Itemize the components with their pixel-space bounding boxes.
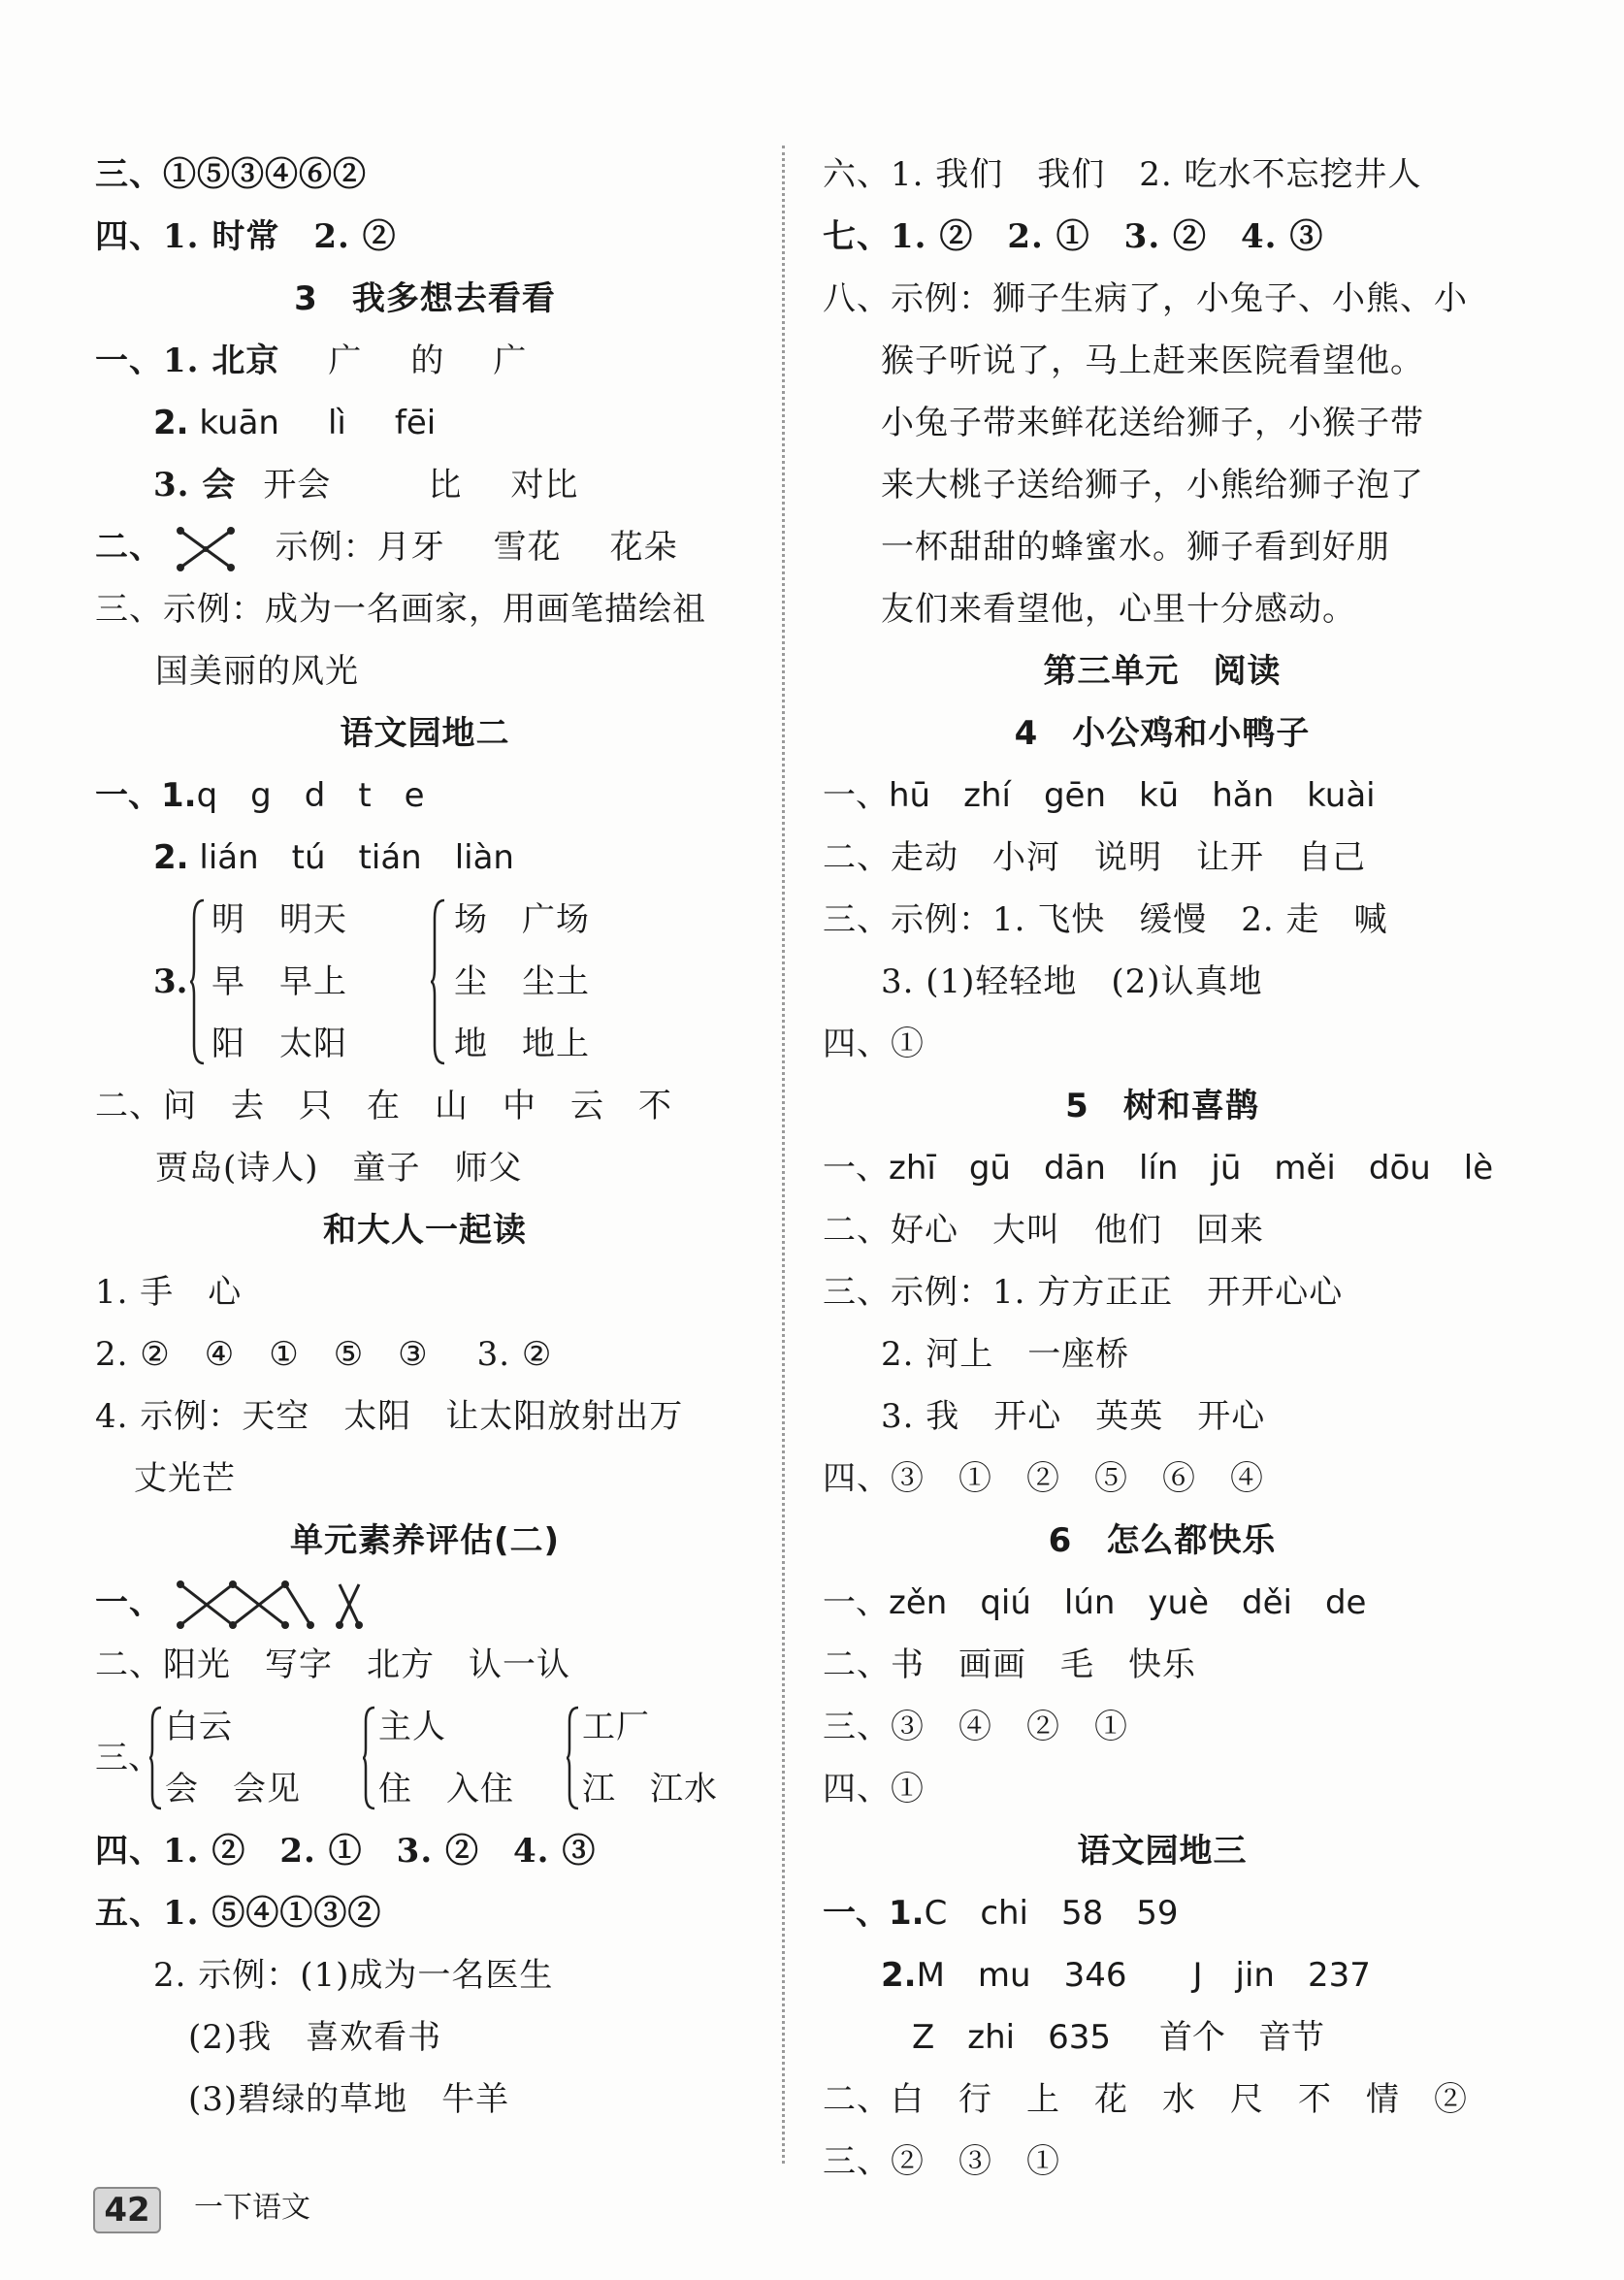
answer-line [823, 1882, 1502, 1944]
answer-line [95, 1572, 755, 1634]
answer-line [95, 516, 755, 578]
answer-line: 贾岛(诗人) 童子 师父 [155, 1149, 523, 1188]
left-column [95, 144, 755, 2131]
answer-line: 友们来看望他，心里十分感动。 [881, 590, 1356, 629]
answer-line: 2. 河上 一座桥 [881, 1335, 1130, 1374]
brace-item: 地 地上 [454, 1025, 590, 1063]
section-heading: 5 树和喜鹊 [1065, 1087, 1259, 1125]
answer-line: 二、走动 小河 说明 让开 自己 [823, 838, 1366, 877]
answer-line [823, 765, 1502, 827]
answer-line [95, 330, 755, 392]
section-heading: 3 我多想去看看 [294, 279, 556, 318]
page-number: 42 [93, 2187, 161, 2233]
answer-line: 一杯甜甜的蜂蜜水。狮子看到好朋 [881, 528, 1390, 567]
answer-text: 2. [153, 404, 189, 442]
answer-text: 开会 [263, 466, 332, 505]
section-heading: 4 小公鸡和小鸭子 [1014, 714, 1311, 753]
section-heading: 语文园地二 [340, 714, 510, 753]
brace-item: 会 会见 [165, 1770, 301, 1808]
answer-text: 广 [328, 342, 363, 380]
footer-label: 一下语文 [194, 2191, 310, 2225]
answer-line: 丈光芒 [134, 1459, 236, 1498]
pinyin: zhī gū dān lín jū měi dōu lè [889, 1149, 1494, 1188]
answer-text: 广 [493, 342, 528, 380]
section-heading: 单元素养评估(二) [289, 1521, 561, 1560]
answer-line: 二、书 画画 毛 快乐 [823, 1645, 1196, 1684]
answer-line: 五、1. ⑤④①③② [95, 1894, 382, 1933]
answer-line: 二、问 去 只 在 山 中 云 不 [95, 1087, 672, 1125]
answer-text: C chi 58 59 [924, 1894, 1179, 1933]
answer-line: 1. 手 心 [95, 1273, 243, 1312]
brace-item: 主人 [378, 1708, 446, 1746]
brace-icon [431, 898, 446, 1065]
answer-line [823, 1944, 1502, 2006]
brace-icon [363, 1706, 376, 1810]
section-heading: 和大人一起读 [323, 1211, 527, 1250]
brace-icon [567, 1706, 580, 1810]
answer-line: 三、①⑤③④⑥② [95, 155, 367, 194]
pinyin: lì [327, 404, 346, 442]
answer-line: 四、③ ① ② ⑤ ⑥ ④ [823, 1459, 1264, 1498]
answer-line: 猴子听说了，马上赶来医院看望他。 [881, 342, 1424, 380]
answer-text: 一、 [823, 776, 889, 815]
answer-text: 雪花 [493, 528, 562, 567]
brace-item: 工厂 [582, 1708, 650, 1746]
answer-text: 一、1. [823, 1894, 925, 1933]
answer-text: M mu 346 J jin 237 [916, 1956, 1371, 1995]
pinyin: kuān [199, 404, 279, 442]
answer-text: 一、 [823, 1149, 889, 1188]
answer-text: 2. [153, 838, 189, 877]
pinyin: fēi [394, 404, 437, 442]
answer-line: (2)我 喜欢看书 [188, 2018, 442, 2057]
answer-line: (3)碧绿的草地 牛羊 [188, 2080, 510, 2119]
pinyin: q g d t e [196, 776, 425, 815]
brace-group [95, 889, 755, 1075]
answer-text: 一、 [95, 1583, 163, 1622]
answer-line: 国美丽的风光 [155, 652, 359, 691]
answer-line [95, 827, 755, 889]
answer-text: 二、 [95, 528, 163, 567]
answer-line [95, 1323, 755, 1385]
answer-line: 三、示例：1. 飞快 缓慢 2. 走 喊 [823, 900, 1388, 939]
answer-text: 的 [410, 342, 445, 380]
section-heading: 第三单元 阅读 [1043, 652, 1282, 691]
answer-line: 2. 示例：(1)成为一名医生 [153, 1956, 554, 1995]
pinyin: lián tú tián liàn [199, 838, 514, 877]
answer-text: 一、1. 北京 [95, 342, 280, 380]
answer-text: 3. ② [476, 1335, 553, 1374]
answer-line: 3. (1)轻轻地 (2)认真地 [881, 962, 1263, 1001]
answer-text: 3. [153, 962, 188, 1001]
answer-text: 一、1. [95, 776, 197, 815]
matching-lines-icon [175, 523, 237, 575]
answer-line: 四、1. 时常 2. ② [95, 217, 397, 256]
brace-item: 尘 尘土 [454, 962, 590, 1001]
answer-text: 3. 会 [153, 466, 237, 505]
answer-line: 来大桃子送给狮子，小熊给狮子泡了 [881, 466, 1424, 505]
brace-item: 江 江水 [582, 1770, 718, 1808]
answer-line: 八、示例：狮子生病了，小兔子、小熊、小 [823, 279, 1468, 318]
answer-line: 三、示例：成为一名画家，用画笔描绘祖 [95, 590, 706, 629]
brace-icon [190, 898, 206, 1065]
brace-icon [149, 1706, 163, 1810]
answer-text: 比 [428, 466, 463, 505]
answer-line: 4. 示例：天空 太阳 让太阳放射出万 [95, 1397, 684, 1436]
answer-text: 首个 音节 [1159, 2018, 1325, 2057]
answer-text: 花朵 [609, 528, 678, 567]
answer-line: 二、阳光 写字 北方 认一认 [95, 1645, 570, 1684]
answer-line [823, 1137, 1502, 1199]
answer-text: 示例：月牙 [275, 528, 445, 567]
answer-line [95, 765, 755, 827]
answer-text: 对比 [510, 466, 579, 505]
matching-lines-icon [175, 1579, 369, 1631]
answer-line: 三、示例：1. 方方正正 开开心心 [823, 1273, 1344, 1312]
answer-line: 七、1. ② 2. ① 3. ② 4. ③ [823, 217, 1324, 256]
right-column [823, 144, 1502, 2193]
brace-group [95, 1696, 755, 1820]
answer-text: Z zhi 635 [912, 2018, 1112, 2057]
answer-line: 二、好心 大叫 他们 回来 [823, 1211, 1264, 1250]
answer-line: 小兔子带来鲜花送给狮子，小猴子带 [881, 404, 1424, 442]
answer-line [823, 2006, 1502, 2068]
brace-item: 场 广场 [454, 900, 590, 939]
answer-line: 六、1. 我们 我们 2. 吃水不忘挖井人 [823, 155, 1422, 194]
answer-line: 二、白 行 上 花 水 尺 不 情 ② [823, 2080, 1468, 2119]
brace-item: 明 明天 [211, 900, 347, 939]
answer-line: 四、1. ② 2. ① 3. ② 4. ③ [95, 1832, 597, 1871]
brace-item: 早 早上 [211, 962, 347, 1001]
column-divider [782, 146, 785, 2164]
answer-text: 一、 [823, 1583, 889, 1622]
brace-item: 住 入住 [378, 1770, 514, 1808]
answer-text: 三、 [95, 1739, 161, 1777]
pinyin: zěn qiú lún yuè děi de [889, 1583, 1367, 1622]
pinyin: hū zhí gēn kū hǎn kuài [889, 776, 1376, 815]
answer-line [95, 454, 755, 516]
section-heading: 语文园地三 [1077, 1832, 1248, 1871]
answer-text: 2. [881, 1956, 917, 1995]
answer-line [823, 1572, 1502, 1634]
answer-line: 四、① [823, 1025, 925, 1063]
answer-text: 2. ② ④ ① ⑤ ③ [95, 1335, 429, 1374]
section-heading: 6 怎么都快乐 [1048, 1521, 1277, 1560]
answer-line: 三、② ③ ① [823, 2142, 1060, 2181]
answer-line: 四、① [823, 1770, 925, 1808]
brace-item: 阳 太阳 [211, 1025, 347, 1063]
answer-line [95, 392, 755, 454]
answer-line: 三、③ ④ ② ① [823, 1708, 1128, 1746]
brace-item: 白云 [165, 1708, 233, 1746]
answer-line: 3. 我 开心 英英 开心 [881, 1397, 1266, 1436]
